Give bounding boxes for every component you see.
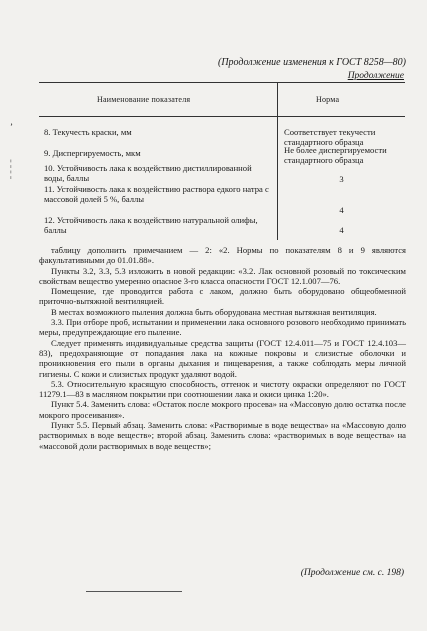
table-row-norm: 4 (339, 225, 344, 235)
table-row-norm: Соответствует текучести стандартного образца (284, 127, 376, 147)
footer-rule (86, 591, 182, 592)
paragraph: В местах возможного пыления должна быть оборудована местная вытяжная вентиляция. (51, 306, 377, 317)
paragraph: Следует применять индивидуальные средства защиты (ГОСТ 12.4.011—75 и ГОСТ 12.4.103—83), предохраняющие от попадания лака на кожные покровы и слизистые оболочки и проникновения его пыли в органы дыхания и пищеварения, а также соблюдать меры личной гигиены. С кожи и слизистых продукт удаляют водой. (39, 337, 406, 379)
table-row-norm: 3 (339, 174, 344, 184)
margin-mark: ¦ (10, 158, 12, 168)
body-text (39, 245, 406, 451)
table-row-norm: Не более диспергируемости стандартного образца (284, 145, 387, 165)
paragraph: Помещение, где проводится работа с лаком, должно быть оборудовано общеобменной приточно-вытяжной вентиляцией. (39, 286, 406, 307)
column-header-parameter: Наименование показателя (97, 95, 191, 104)
table-row-param: 8. Текучесть краски, мм (44, 127, 132, 137)
margin-mark: ¦ (10, 169, 12, 179)
indicators-table (39, 82, 405, 240)
paragraph: таблицу дополнить примечанием — 2: «2. Нормы по показателям 8 и 9 являются факультативными до 01.01.88». (39, 245, 406, 266)
paragraph: Пункт 5.4. Заменить слова: «Остаток после мокрого просева» на «Массовую долю остатка после мокрого просеивания». (39, 399, 406, 420)
table-row-param: 12. Устойчивость лака к воздействию натуральной олифы, баллы (44, 215, 258, 235)
table-row-param: 9. Диспергируемость, мкм (44, 148, 141, 158)
paragraph: 5.3. Относительную красящую способность, оттенок и чистоту окраски определяют по ГОСТ 11279.1—83 в масляном покрытии при соотношении лака и окиси цинка 1:20». (39, 378, 406, 400)
paragraph: Пункты 3.2, 3.3, 5.3 изложить в новой редакции: «3.2. Лак основной розовый по токсическим свойствам вещество умеренно опасное 3-го класса опасности ГОСТ 12.1.007—76. (39, 265, 406, 286)
continued-on-footer: (Продолжение см. с. 198) (300, 568, 404, 578)
paragraph: 3.3. При отборе проб, испытании и применении лака основного розового необходимо принимать меры, предупреждающие его пыление. (39, 317, 406, 338)
continued-label: Продолжение (347, 71, 404, 81)
paragraph: Пункт 5.5. Первый абзац. Заменить слова: «Растворимые в воде вещества» на «Массовую долю растворимых в воде веществ»; второй абзац. Заменить слова: «растворимых в воде вещества» на «массовой доли растворимых в воде веществ»; (39, 420, 406, 451)
table-column-divider (277, 82, 278, 240)
table-header-rule (39, 116, 405, 117)
table-top-rule (39, 82, 405, 83)
table-row-norm: 4 (339, 205, 344, 215)
continuation-header: (Продолжение изменения к ГОСТ 8258—80) (218, 57, 406, 68)
table-row-param: 10. Устойчивость лака к воздействию дистиллированной воды, баллы (44, 163, 252, 183)
margin-mark: ʼ (10, 122, 13, 132)
column-header-norm: Норма (316, 95, 340, 104)
table-row-param: 11. Устойчивость лака к воздействию раствора едкого натра с массовой долей 5 %, баллы (44, 184, 269, 204)
